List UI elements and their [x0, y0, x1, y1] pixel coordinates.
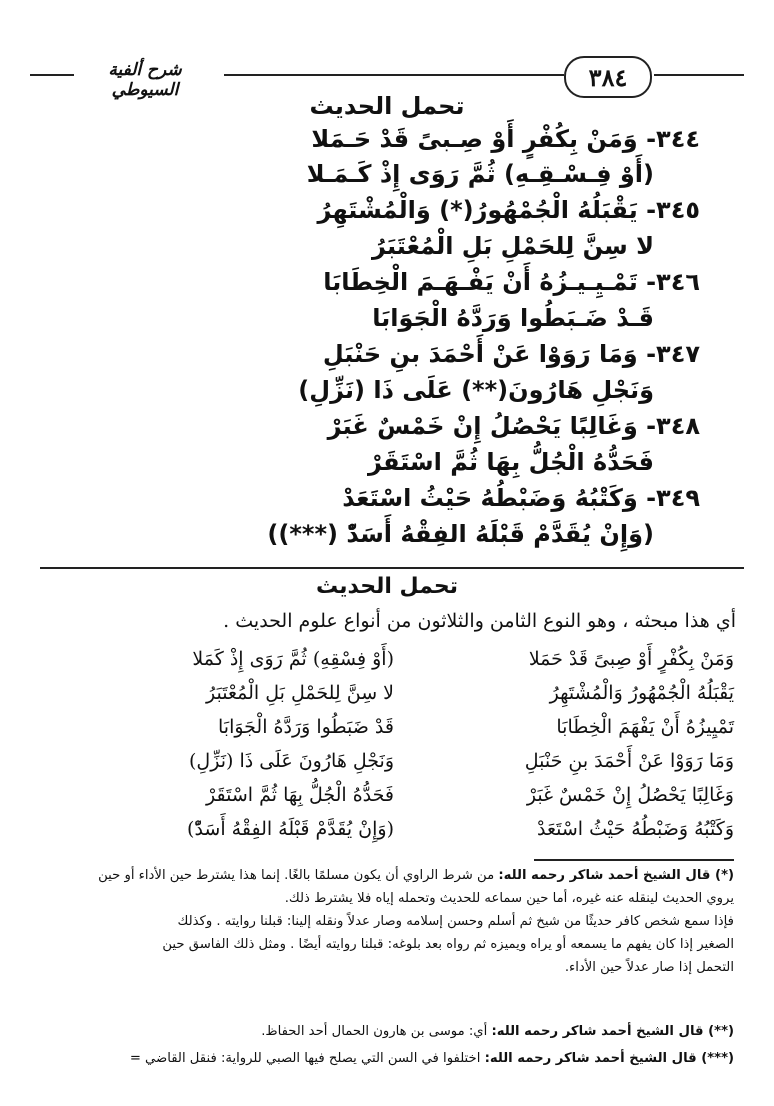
- footnote-lead: (**) قال الشيخ أحمد شاكر رحمه الله:: [491, 1024, 734, 1039]
- poem-verse-second: فَحَدُّهُ الْجُلُّ بِهَا ثُمَّ اسْتَقَرْ: [368, 448, 654, 476]
- poem-verse-first: ٣٤٦- تَمْـيِـيـزُهُ أَنْ يَفْـهَـمَ الْخِطَابَا: [323, 268, 700, 296]
- poem-verse-first: ٣٤٥- يَقْبَلُهُ الْجُمْهُورُ(*) وَالْمُشْتَهِرُ: [317, 196, 700, 224]
- poem-verse-second: لا سِنَّ لِلحَمْلِ بَلِ الْمُعْتَبَرُ: [372, 232, 654, 260]
- footnote-text: من شرط الراوي أن يكون مسلمًا بالغًا. إنما هذا يشترط حين الأداء أو حين: [98, 868, 495, 883]
- hemistich-first: وَمَنْ بِكُفْرٍ أَوْ صِبىً قَدْ حَمَلا: [528, 648, 734, 670]
- page-number: ٣٨٤: [564, 56, 652, 98]
- commentary-verse-row: [34, 716, 734, 750]
- footnote-lead: (*) قال الشيخ أحمد شاكر رحمه الله:: [498, 868, 734, 883]
- hemistich-second: (أَوْ فِسْقِهِ) ثُمَّ رَوَى إِذْ كَمَلا: [192, 648, 394, 670]
- hemistich-second: قَدْ ضَبَطُوا وَرَدَّهُ الْجَوَابَا: [218, 716, 394, 738]
- section-divider: [40, 567, 744, 569]
- hemistich-second: فَحَدُّهُ الْجُلُّ بِهَا ثُمَّ اسْتَقَرْ: [206, 784, 394, 806]
- footnote-text: الصغير إذا كان يفهم ما يسمعه أو يراه ويميزه ثم رواه بعد بلوغه: قبلنا روايته أيضًا . ومثل ذلك الفاسق حين: [162, 937, 734, 952]
- poem-verse-first: ٣٤٤- وَمَنْ بِكُفْرٍ أَوْ صِـبىً قَدْ حَـمَلا: [311, 125, 700, 153]
- footnote-2: [44, 1020, 734, 1043]
- hemistich-second: وَنَجْلِ هَارُونَ عَلَى ذَا (نَزِّلِ): [189, 750, 394, 772]
- poem-verse-second: وَنَجْلِ هَارُونَ(**) عَلَى ذَا (نَزِّلِ): [298, 376, 654, 404]
- hemistich-first: وَكَتْبُهُ وَضَبْطُهُ حَيْثُ اسْتَعَدْ: [536, 818, 734, 840]
- hemistich-first: وَغَالِبًا يَحْصُلُ إِنْ خَمْسٌ غَبَرْ: [526, 784, 734, 806]
- header-rule-left: [30, 74, 74, 76]
- footnote-text: اختلفوا في السن التي يصلح فيها الصبي للرواية: فنقل القاضي =: [129, 1051, 481, 1066]
- poem-verse-first: ٣٤٨- وَغَالِبًا يَحْصُلُ إِنْ خَمْسٌ غَبَرْ: [327, 412, 700, 440]
- poem-verse-first: ٣٤٩- وَكَتْبُهُ وَضَبْطُهُ حَيْثُ اسْتَعَدْ: [342, 484, 700, 512]
- poem-verse-first: ٣٤٧- وَمَا رَوَوْا عَنْ أَحْمَدَ بنِ حَنْبَلِ: [322, 340, 700, 368]
- book-title: شرح ألفية السيوطي: [108, 60, 182, 100]
- hemistich-second: لا سِنَّ لِلحَمْلِ بَلِ الْمُعْتَبَرُ: [206, 682, 394, 704]
- footnote-text: التحمل إذا صار عدلاً حين الأداء.: [564, 960, 734, 975]
- footnote-3: [44, 1047, 734, 1070]
- commentary-intro: أي هذا مبحثه ، وهو النوع الثامن والثلاثون من أنواع علوم الحديث .: [223, 610, 736, 632]
- footnote-text: أي: موسى بن هارون الحمال أحد الحفاظ.: [261, 1024, 488, 1039]
- commentary-verse-row: [34, 818, 734, 852]
- poem-verse-second: (أَوْ فِـسْـقِـهِ) ثُمَّ رَوَى إِذْ كَـمَـلا: [306, 160, 654, 188]
- hemistich-first: تَمْيِيزُهُ أَنْ يَفْهَمَ الْخِطَابَا: [556, 716, 734, 738]
- footnote-lead: (***) قال الشيخ أحمد شاكر رحمه الله:: [484, 1051, 734, 1066]
- commentary-verse-row: [34, 750, 734, 784]
- header-rule-right: [654, 74, 744, 76]
- page-header: [30, 44, 744, 98]
- hemistich-first: وَمَا رَوَوْا عَنْ أَحْمَدَ بنِ حَنْبَلِ: [524, 750, 734, 772]
- footnote-1: [44, 864, 734, 979]
- commentary-verse-row: [34, 784, 734, 818]
- footnote-text: يروي الحديث لينقله عنه غيره، أما حين سماعه للحديث وتحمله إياه فلا يشترط ذلك.: [284, 891, 734, 906]
- footnote-divider: [534, 859, 734, 861]
- commentary-verse-row: [34, 648, 734, 682]
- commentary-verse-row: [34, 682, 734, 716]
- poem-section-title: تحمل الحديث: [309, 92, 465, 120]
- poem-verse-second: قَـدْ ضَـبَطُوا وَرَدَّهُ الْجَوَابَا: [372, 304, 654, 332]
- poem-verse-second: (وَإِنْ يُقَدَّمْ قَبْلَهُ الفِقْهُ أَسَدّْ (***)): [267, 520, 654, 548]
- header-rule-middle: [224, 74, 564, 76]
- hemistich-first: يَقْبَلُهُ الْجُمْهُورُ وَالْمُشْتَهِرُ: [549, 682, 734, 704]
- hemistich-second: (وَإِنْ يُقَدَّمْ قَبْلَهُ الفِقْهُ أَسَدّْ): [187, 818, 394, 840]
- commentary-title: تحمل الحديث: [315, 574, 459, 599]
- footnote-text: فإذا سمع شخص كافر حديثًا من شيخ ثم أسلم وحسن إسلامه وصار عدلاً ونقله إلينا: قبلنا روايته . وكذلك: [177, 914, 734, 929]
